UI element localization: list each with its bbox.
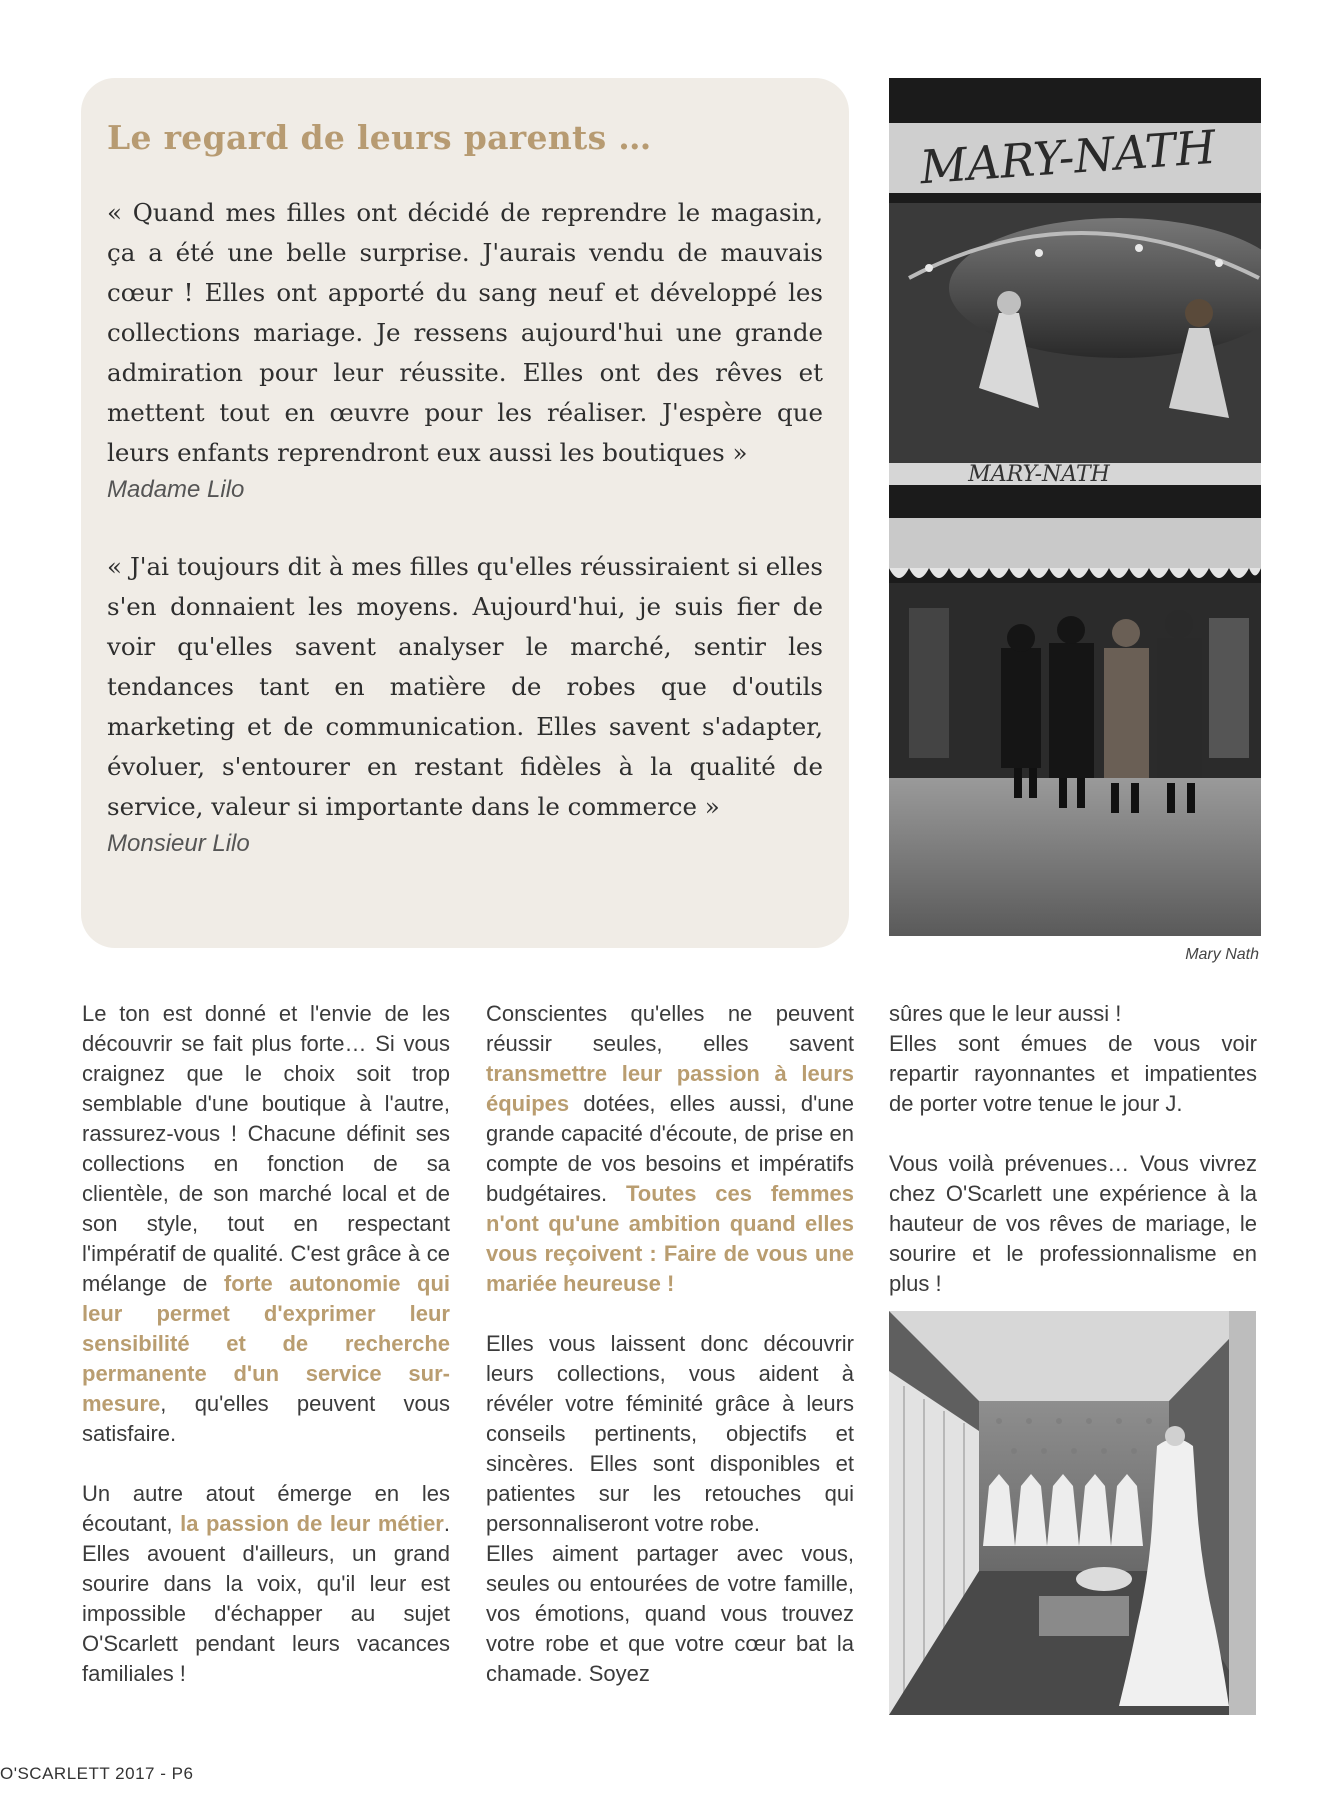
bridal-shop-illustration xyxy=(889,1311,1256,1715)
quote-father: « J'ai toujours dit à mes filles qu'elles réussiraient si elles s'en donnaient les moyens. Aujourd'hui, je suis fier de voir qu'elles savent analyser le marché, sentir les tendances tant en matière de robes que d'outils marketing et de communication. Elles savent s'adapter, évoluer, s'entourer en restant fidèles à la qualité de service, valeur si importante dans le commerce » xyxy=(107,552,823,821)
bridal-shop-photo xyxy=(889,1311,1256,1715)
column3-paragraph2: Elles sont émues de vous voir repartir rayonnantes et impatientes de porter votre tenue le jour J. xyxy=(889,1031,1257,1116)
article-column-1 xyxy=(82,999,450,1689)
quote-box-title: Le regard de leurs parents … xyxy=(107,118,652,157)
page-footer: O'SCARLETT 2017 - P6 xyxy=(0,1764,194,1783)
quote-mother: « Quand mes filles ont décidé de reprendre le magasin, ça a été une belle surprise. J'aurais vendu de mauvais cœur ! Elles ont apporté du sang neuf et développé les collections mariage. Je ressens aujourd'hui une grande admiration pour leur réussite. Elles ont des rêves et mettent tout en œuvre pour les réaliser. J'espère que leurs enfants reprendront eux aussi les boutiques » xyxy=(107,198,823,467)
col1-text-a: Le ton est donné et l'envie de les découvrir se fait plus forte… Si vous craignez que le choix soit trop semblable d'une boutique à l'autre, rassurez-vous ! Chacune définit ses collections en fonction de sa clientèle, de son marché local et de son style, tout en respectant l'impératif de qualité. C'est grâce à ce mélange de xyxy=(82,1001,450,1296)
article-column-3 xyxy=(889,999,1257,1299)
lower-window-sign-text: MARY-NATH xyxy=(968,462,1110,487)
col1-highlight-a: forte autonomie qui leur permet d'exprimer leur sensibilité et de recherche permanente d'un service sur-mesure xyxy=(82,1271,450,1416)
column2-paragraph2: Elles vous laissent donc découvrir leurs collections, vous aident à révéler votre féminité grâce à leurs conseils pertinents, objectifs et sincères. Elles sont disponibles et patientes sur les retouches qui personnaliseront votre robe. xyxy=(486,1331,854,1536)
column1-paragraph2 xyxy=(82,1479,450,1689)
upper-sign-text: MARY-NATH xyxy=(918,119,1218,195)
storefront-illustration xyxy=(889,78,1261,936)
col1-text-b-end: . Elles avouent d'ailleurs, un grand sourire dans la voix, qu'il leur est impossible d'échapper au sujet O'Scarlett pendant leurs vacances familiales ! xyxy=(82,1511,450,1686)
col1-text-a-end: , qu'elles peuvent vous satisfaire. xyxy=(82,1391,450,1446)
quote-father-author: Monsieur Lilo xyxy=(107,830,250,857)
col1-text-b: Un autre atout émerge en les écoutant, xyxy=(82,1481,450,1536)
storefront-photo xyxy=(889,78,1261,936)
parents-quote-box xyxy=(81,78,849,948)
column3-paragraph1: sûres que le leur aussi ! xyxy=(889,1001,1122,1026)
quote-mother-author: Madame Lilo xyxy=(107,476,245,503)
column2-paragraph3: Elles aiment partager avec vous, seules ou entourées de votre famille, vos émotions, quand vous trouvez votre robe et que votre cœur bat la chamade. Soyez xyxy=(486,1541,854,1686)
article-column-2 xyxy=(486,999,854,1689)
col2-text-a-end: dotées, elles aussi, d'une grande capacité d'écoute, de prise en compte de vos besoins et impératifs budgétaires. xyxy=(486,1091,854,1206)
photo-caption: Mary Nath xyxy=(1185,946,1259,963)
col2-highlight-a: transmettre leur passion à leurs équipes xyxy=(486,1061,854,1116)
column1-paragraph1 xyxy=(82,999,450,1449)
column2-paragraph1 xyxy=(486,999,854,1299)
column3-paragraph3: Vous voilà prévenues… Vous vivrez chez O'Scarlett une expérience à la hauteur de vos rêves de mariage, le sourire et le professionnalisme en plus ! xyxy=(889,1151,1257,1296)
col1-highlight-b: la passion de leur métier xyxy=(180,1511,444,1536)
col2-text-a: Conscientes qu'elles ne peuvent réussir seules, elles savent xyxy=(486,1001,854,1056)
col2-highlight-b: Toutes ces femmes n'ont qu'une ambition quand elles vous reçoivent : Faire de vous une mariée heureuse ! xyxy=(486,1181,854,1296)
